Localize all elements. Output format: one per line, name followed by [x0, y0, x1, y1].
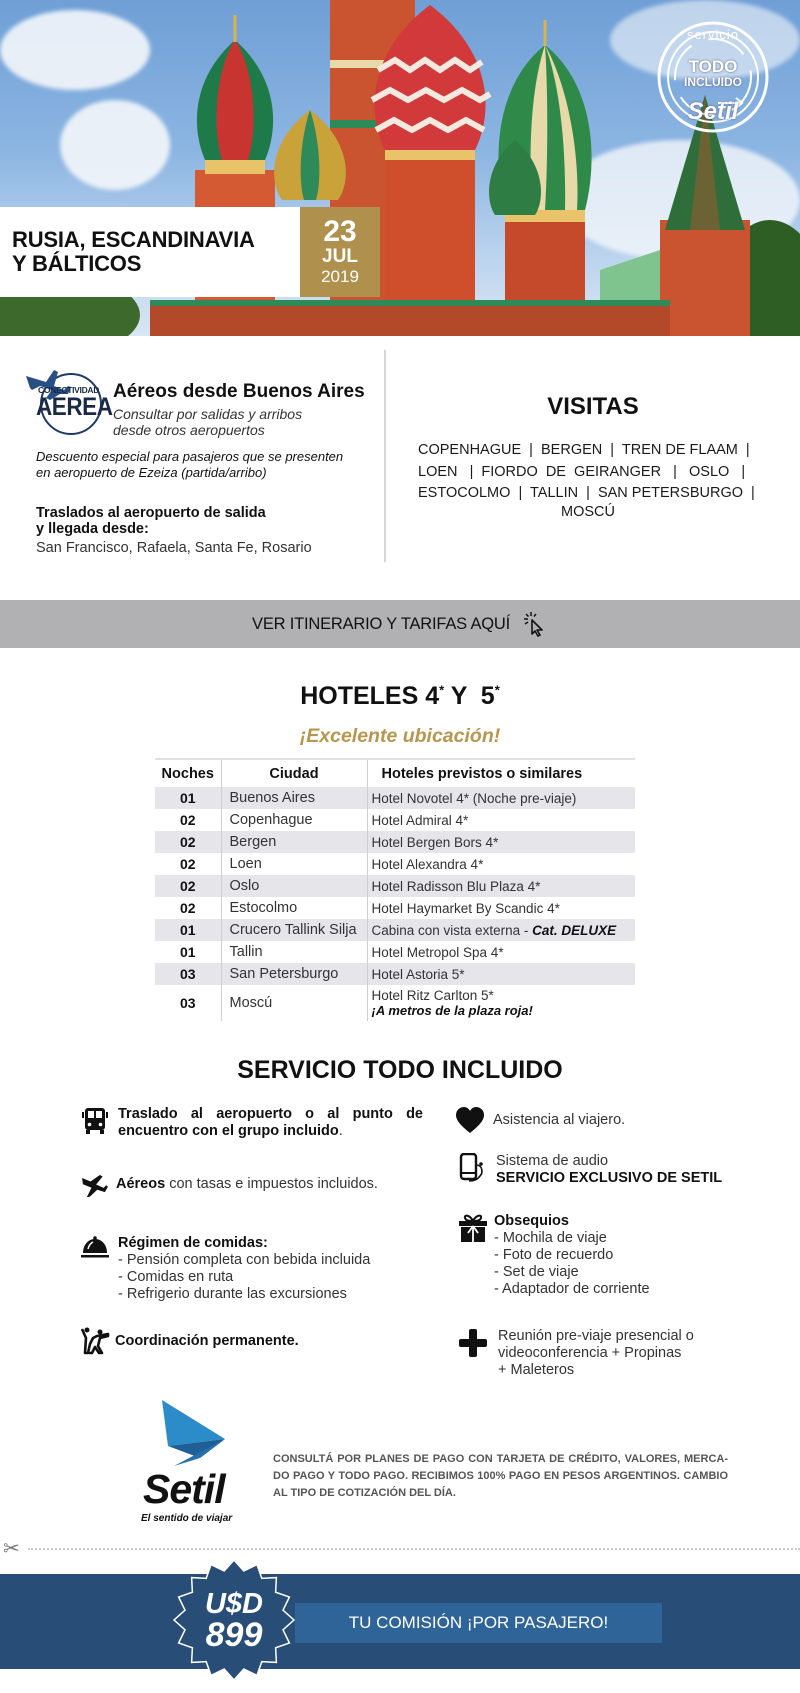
reunion-text: [498, 1328, 694, 1379]
visitas-line: ESTOCOLMO | TALLIN | SAN PETERSBURGO |: [418, 485, 755, 501]
traslados-cities: San Francisco, Rafaela, Santa Fe, Rosario: [36, 540, 312, 556]
hotels-title-text: HOTELES 4: [300, 682, 440, 710]
cell-noches: 03: [179, 994, 196, 1011]
reunion-line2: videoconferencia + Propinas: [498, 1345, 682, 1361]
comidas-item: - Pensión completa con bebida incluida: [118, 1252, 371, 1268]
cell-noches: 01: [155, 919, 221, 941]
service-coordinacion: [80, 1326, 299, 1356]
coordinacion-text: Coordinación permanente.: [115, 1333, 299, 1349]
badge-servicio: servicio: [686, 27, 740, 42]
audio-text: [496, 1153, 722, 1187]
obsequios-item: - Foto de recuerdo: [494, 1247, 614, 1263]
service-reunion: [458, 1328, 694, 1379]
service-asistencia: [455, 1106, 625, 1136]
reunion-line1: Reunión pre-viaje presencial o: [498, 1328, 694, 1344]
traslado-text: [118, 1106, 423, 1140]
header-noches: Noches: [161, 765, 214, 782]
service-obsequios: [458, 1213, 650, 1298]
cell-ciudad: Loen: [221, 853, 367, 875]
cell-hotel: Hotel Alexandra 4*: [367, 853, 635, 875]
cell-ciudad: Buenos Aires: [221, 787, 367, 809]
cell-ciudad: Copenhague: [221, 809, 367, 831]
asistencia-text: Asistencia al viajero.: [493, 1112, 626, 1128]
date-month: JUL: [322, 246, 358, 267]
aereos-subtitle: [113, 406, 302, 438]
logo-conectividad: CONECTIVIDAD: [38, 385, 100, 395]
cell-ciudad: Crucero Tallink Silja: [221, 919, 367, 941]
hotels-table: [155, 758, 635, 1021]
table-row: [155, 853, 635, 875]
payment-note: CONSULTÁ POR PLANES DE PAGO CON TARJETA DE CRÉDITO, VALORES, MERCA-DO PAGO Y TODO PAGO. RECIBIMOS 100% PAGO EN PESOS ARGENTINOS. CAMBIO AL TIPO DE COTIZACIÓN DEL DÍA.: [273, 1453, 728, 1499]
commission-label: [295, 1603, 662, 1643]
service-audio: [458, 1153, 722, 1187]
cell-hotel: [367, 985, 635, 1021]
cell-noches: 02: [179, 855, 196, 872]
visitas-title: VISITAS: [547, 393, 639, 420]
commission-text: TU COMISIÓN ¡POR PASAJERO!: [348, 1613, 609, 1632]
cta-label: VER ITINERARIO Y TARIFAS AQUÍ: [252, 614, 510, 633]
comidas-text: [118, 1233, 370, 1303]
reunion-line3: + Maleteros: [498, 1362, 575, 1378]
audio-line1: Sistema de audio: [496, 1153, 609, 1169]
traslados-title-line2: y llegada desde:: [36, 521, 149, 537]
header-hoteles: Hoteles previstos o similares: [367, 759, 635, 787]
table-row: [155, 875, 635, 897]
cell-hotel: Hotel Radisson Blu Plaza 4*: [367, 875, 635, 897]
cell-ciudad: Tallin: [221, 941, 367, 963]
hotels-title-y: Y 5: [444, 682, 495, 710]
aereos-rest: con tasas e impuestos incluidos.: [165, 1176, 378, 1192]
cell-noches: 02: [155, 875, 221, 897]
hotel-text: Hotel Ritz Carlton 5*: [371, 988, 494, 1003]
visitas-list: [418, 440, 770, 505]
traslado-end: .: [338, 1123, 343, 1139]
service-comidas: [80, 1233, 370, 1303]
hero-banner: [0, 0, 800, 336]
audio-device-icon: [458, 1153, 488, 1183]
cell-hotel: Hotel Admiral 4*: [367, 809, 635, 831]
comidas-item: - Comidas en ruta: [118, 1269, 234, 1285]
cell-ciudad: Bergen: [221, 831, 367, 853]
aereos-sub-line2: desde otros aeropuertos: [113, 422, 265, 438]
cell-ciudad: Estocolmo: [221, 897, 367, 919]
table-row: [155, 831, 635, 853]
cell-hotel: Hotel Haymarket By Scandic 4*: [367, 897, 635, 919]
cell-ciudad: Moscú: [221, 985, 367, 1021]
cell-ciudad: San Petersburgo: [221, 963, 367, 985]
hotels-subtitle: ¡Excelente ubicación!: [299, 725, 501, 747]
cell-hotel: [367, 919, 635, 941]
hotel-text: Cabina con vista externa -: [371, 922, 533, 938]
date-year: 2019: [321, 267, 359, 286]
cell-noches: 01: [155, 787, 221, 809]
logo-aerea: AEREA: [36, 393, 113, 421]
descuento-note: [36, 449, 366, 481]
obsequios-text: [494, 1213, 650, 1298]
departure-date: [300, 207, 380, 297]
cell-noches: 02: [155, 831, 221, 853]
obsequios-item: - Adaptador de corriente: [494, 1281, 650, 1297]
comidas-item: - Refrigerio durante las excursiones: [118, 1286, 347, 1302]
star-mark: *: [439, 682, 445, 698]
aereos-sub-line1: Consultar por salidas y arribos: [113, 406, 303, 422]
info-section: [0, 336, 800, 598]
header-ciudad: Ciudad: [221, 759, 367, 787]
tour-title-line1: RUSIA, ESCANDINAVIA: [12, 227, 255, 252]
traslados-title-line1: Traslados al aeropuerto de salida: [36, 505, 266, 521]
star-mark: *: [494, 682, 500, 698]
setil-tagline: El sentido de viajar: [141, 1513, 233, 1524]
aereos-bold: Aéreos: [116, 1176, 166, 1192]
service-traslado: [80, 1106, 423, 1140]
cell-noches: 02: [179, 811, 196, 828]
heart-icon: [455, 1106, 485, 1136]
traslados-title: [36, 505, 266, 537]
cell-hotel: Hotel Novotel 4* (Noche pre-viaje): [367, 787, 635, 809]
aereos-text: [116, 1170, 378, 1193]
cell-noches: 03: [155, 963, 221, 985]
bus-icon: [80, 1106, 110, 1136]
price-currency: U$D: [204, 1588, 263, 1620]
badge-incluido: INCLUIDO: [684, 75, 742, 89]
comidas-list: [118, 1252, 370, 1303]
table-row: [155, 919, 635, 941]
tour-title: [0, 207, 300, 297]
servicio-title: SERVICIO TODO INCLUIDO: [237, 1056, 563, 1084]
table-row: [155, 985, 635, 1021]
table-row: [155, 809, 635, 831]
cell-ciudad: Oslo: [221, 875, 367, 897]
cloche-icon: [80, 1233, 110, 1263]
people-celebrating-icon: [80, 1326, 110, 1356]
plus-icon: [458, 1328, 488, 1358]
price-amount: 899: [205, 1616, 263, 1654]
descuento-line2: en aeropuerto de Ezeiza (partida/arribo): [36, 465, 267, 480]
obsequios-title: Obsequios: [494, 1213, 569, 1229]
scissors-icon: ✂: [3, 1538, 20, 1560]
comidas-title: Régimen de comidas:: [118, 1235, 268, 1251]
tour-title-line2: Y BÁLTICOS: [12, 251, 142, 276]
obsequios-list: [494, 1230, 650, 1298]
aereos-title: Aéreos desde Buenos Aires: [113, 381, 365, 402]
badge-brand: Setil: [687, 98, 739, 125]
airplane-icon: [78, 1170, 108, 1200]
badge-todo: TODO: [688, 57, 738, 76]
hotel-category: Cat. DELUXE: [532, 922, 617, 938]
gift-icon: [458, 1213, 488, 1243]
todo-incluido-badge: [656, 20, 770, 134]
cell-noches: 02: [179, 899, 196, 916]
date-day: 23: [323, 215, 357, 248]
table-row: [155, 941, 635, 963]
setil-brand: Setil: [143, 1466, 225, 1512]
hotel-note: ¡A metros de la plaza roja!: [371, 1003, 533, 1018]
table-row: [155, 963, 635, 985]
cell-hotel: Hotel Astoria 5*: [367, 963, 635, 985]
divider: [384, 350, 386, 562]
table-row: [155, 787, 635, 809]
ver-itinerario-button[interactable]: [0, 600, 800, 648]
conectividad-aerea-logo: [24, 364, 113, 436]
visitas-line: COPENHAGUE | BERGEN | TREN DE FLAAM |: [418, 442, 750, 458]
cell-noches: 01: [179, 943, 196, 960]
obsequios-item: - Mochila de viaje: [494, 1230, 607, 1246]
descuento-line1: Descuento especial para pasajeros que se presenten: [36, 449, 344, 464]
table-header-row: [155, 759, 635, 787]
cut-line: [28, 1548, 800, 1550]
obsequios-item: - Set de viaje: [494, 1264, 579, 1280]
click-cursor-icon: [522, 611, 548, 637]
cell-hotel: Hotel Bergen Bors 4*: [367, 831, 635, 853]
cell-hotel: Hotel Metropol Spa 4*: [367, 941, 635, 963]
traslado-bold-line2: encuentro con el grupo incluido: [118, 1123, 339, 1139]
table-row: [155, 897, 635, 919]
visitas-line: LOEN | FIORDO DE GEIRANGER | OSLO |: [418, 463, 746, 480]
visitas-line: MOSCÚ: [561, 504, 615, 520]
hotels-title: [0, 682, 800, 711]
service-aereos: [78, 1170, 378, 1200]
traslado-bold-line1: Traslado al aeropuerto o al punto de: [118, 1106, 423, 1122]
audio-line2: SERVICIO EXCLUSIVO DE SETIL: [496, 1170, 723, 1186]
